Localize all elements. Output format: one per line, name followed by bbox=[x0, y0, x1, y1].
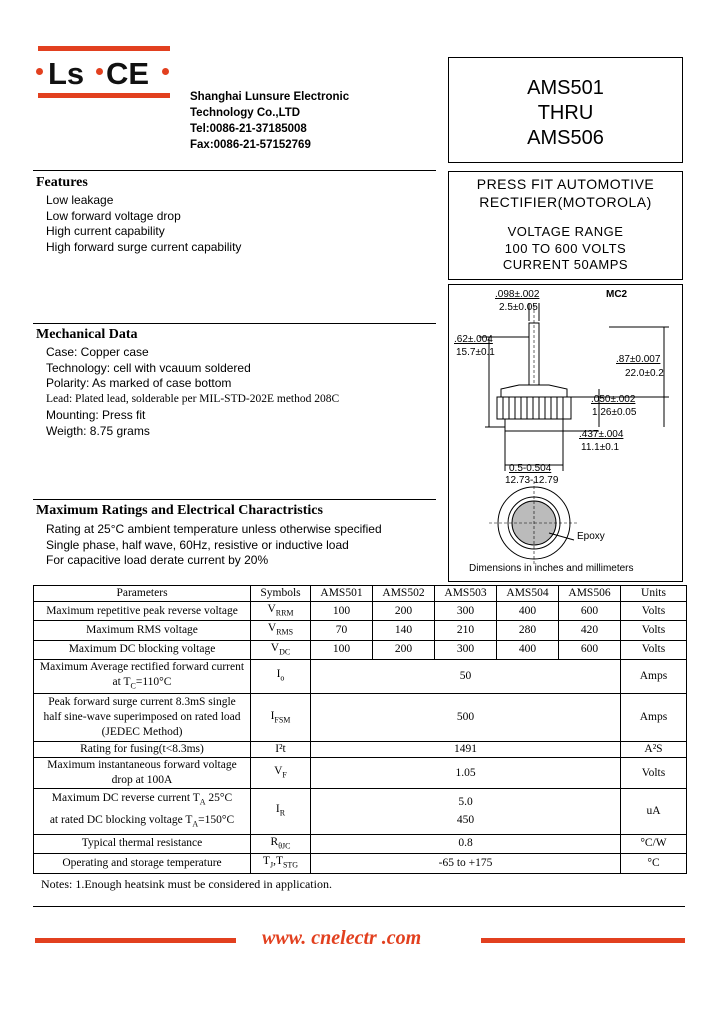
param-line bbox=[36, 811, 248, 833]
symbol-sub: RRM bbox=[275, 608, 294, 618]
unit-cell: Volts bbox=[621, 602, 687, 621]
param-text: Maximum DC reverse current T bbox=[51, 792, 200, 805]
value-cell: 140 bbox=[373, 621, 435, 640]
param-cell: Rating for fusing(t<8.3ms) bbox=[34, 742, 251, 758]
divider-notes bbox=[33, 906, 685, 907]
param-cell: Maximum repetitive peak reverse voltage bbox=[34, 602, 251, 621]
value-cell: 600 bbox=[559, 602, 621, 621]
company-tel: Tel:0086-21-37185008 bbox=[190, 123, 307, 135]
value-cell: 400 bbox=[497, 602, 559, 621]
param-line: (JEDEC Method) bbox=[101, 726, 183, 739]
dim-len-mm: 15.7±0.1 bbox=[456, 347, 495, 358]
symbol-main: ,T bbox=[273, 855, 283, 868]
unit-cell: Volts bbox=[621, 758, 687, 789]
company-fax: Fax:0086-21-57152769 bbox=[190, 139, 311, 151]
table-row bbox=[34, 602, 687, 621]
param-line: Maximum instantaneous forward voltage bbox=[47, 759, 237, 772]
dim-w-mm: 12.73-12.79 bbox=[505, 475, 559, 486]
mechanical-heading: Mechanical Data bbox=[36, 327, 138, 342]
dim-od-mm: 22.0±0.2 bbox=[625, 368, 664, 379]
features-list bbox=[46, 193, 241, 256]
unit-cell: °C bbox=[621, 854, 687, 874]
param-sub: A bbox=[192, 819, 199, 829]
mechanical-item: Case: Copper case bbox=[46, 345, 149, 359]
dim-lead-in: .098±.002 bbox=[495, 289, 540, 300]
symbol-sub: FSM bbox=[274, 714, 291, 724]
table-row bbox=[34, 758, 687, 789]
symbol-sub: o bbox=[280, 673, 285, 683]
unit-cell: Amps bbox=[621, 694, 687, 742]
symbol-main: V bbox=[270, 641, 280, 654]
param-line bbox=[36, 675, 248, 693]
symbol-sub: DC bbox=[279, 646, 291, 656]
param-cell: Maximum DC blocking voltage bbox=[34, 640, 251, 659]
dim-h-in: .050±.002 bbox=[591, 394, 636, 405]
unit-cell: Volts bbox=[621, 640, 687, 659]
title-line-3: AMS506 bbox=[527, 127, 604, 149]
value-cell bbox=[311, 789, 621, 835]
param-cell: Operating and storage temperature bbox=[34, 854, 251, 874]
param-sub: A bbox=[199, 797, 206, 807]
ratings-heading: Maximum Ratings and Electrical Charactristics bbox=[36, 503, 323, 518]
header-cell: Parameters bbox=[34, 586, 251, 602]
value-cell: 50 bbox=[311, 659, 621, 693]
value-cell: 600 bbox=[559, 640, 621, 659]
desc-line-5: CURRENT 50AMPS bbox=[502, 257, 629, 272]
ratings-table bbox=[33, 585, 687, 874]
symbol-main: I bbox=[270, 709, 275, 722]
value-cell: 500 bbox=[311, 694, 621, 742]
company-name: Shanghai Lunsure Electronic bbox=[190, 91, 350, 103]
dim-len-in: .62±.004 bbox=[454, 334, 493, 345]
symbol-sub: RMS bbox=[276, 627, 294, 637]
value-cell: 1491 bbox=[311, 742, 621, 758]
package-drawing bbox=[449, 285, 682, 581]
symbol-main: I bbox=[276, 668, 281, 681]
logo-text-left: Ls bbox=[48, 56, 85, 91]
table-row bbox=[34, 659, 687, 693]
param-cell: Maximum RMS voltage bbox=[34, 621, 251, 640]
value-cell: 1.05 bbox=[311, 758, 621, 789]
table-row bbox=[34, 742, 687, 758]
symbol-cell bbox=[251, 854, 311, 874]
dim-w-in: 0.5-0.504 bbox=[509, 463, 552, 474]
header-cell: AMS504 bbox=[497, 586, 559, 602]
value-cell: 210 bbox=[435, 621, 497, 640]
param-line: Peak forward surge current 8.3mS single bbox=[48, 696, 236, 709]
dim-h-mm: 1.26±0.05 bbox=[592, 407, 637, 418]
table-row bbox=[34, 621, 687, 640]
symbol-cell bbox=[251, 621, 311, 640]
logo-bottom-bar bbox=[38, 93, 170, 98]
param-line: half sine-wave superimposed on rated load bbox=[43, 711, 241, 724]
param-cell bbox=[34, 694, 251, 742]
diagram-caption: Dimensions in inches and millimeters bbox=[469, 563, 634, 574]
value-cell: 100 bbox=[311, 602, 373, 621]
dim-od-in: .87±0.007 bbox=[616, 354, 661, 365]
value-cell: 100 bbox=[311, 640, 373, 659]
value-cell: 300 bbox=[435, 602, 497, 621]
logo-dot-left bbox=[36, 68, 43, 75]
value-cell: 70 bbox=[311, 621, 373, 640]
symbol-sub: R bbox=[279, 808, 286, 818]
table-header-row bbox=[34, 586, 687, 602]
logo-top-bar bbox=[38, 46, 170, 51]
symbol-main: T bbox=[262, 855, 270, 868]
value-cell: 400 bbox=[497, 640, 559, 659]
features-heading: Features bbox=[36, 175, 88, 190]
epoxy-label: Epoxy bbox=[577, 531, 605, 542]
value-cell: 280 bbox=[497, 621, 559, 640]
description-box bbox=[448, 171, 683, 280]
value-line: 450 bbox=[456, 814, 475, 827]
param-line: drop at 100A bbox=[111, 774, 173, 787]
desc-line-3: VOLTAGE RANGE bbox=[507, 224, 624, 239]
param-cell bbox=[34, 758, 251, 789]
desc-line-2: RECTIFIER(MOTOROLA) bbox=[479, 194, 652, 210]
param-text: =150°C bbox=[198, 814, 235, 827]
header-cell: Units bbox=[621, 586, 687, 602]
symbol-main: V bbox=[267, 622, 277, 635]
unit-cell: uA bbox=[621, 789, 687, 835]
title-line-1: AMS501 bbox=[527, 77, 604, 99]
value-cell: 420 bbox=[559, 621, 621, 640]
symbol-cell bbox=[251, 694, 311, 742]
table-row bbox=[34, 854, 687, 874]
divider-mechanical bbox=[33, 323, 436, 324]
header-cell: AMS506 bbox=[559, 586, 621, 602]
symbol-main: V bbox=[267, 603, 276, 615]
symbol-main: R bbox=[270, 835, 279, 848]
table-row bbox=[34, 789, 687, 835]
symbol-sub: θJC bbox=[278, 841, 291, 851]
mechanical-item: Weigth: 8.75 grams bbox=[46, 423, 150, 438]
footer-line-right bbox=[481, 938, 685, 943]
symbol-cell bbox=[251, 758, 311, 789]
param-text: at T bbox=[112, 675, 131, 688]
unit-cell: Amps bbox=[621, 659, 687, 693]
logo-text-right: CE bbox=[106, 56, 150, 91]
dim-lead-mm: 2.5±0.05 bbox=[499, 302, 538, 313]
divider-ratings bbox=[33, 499, 436, 500]
rating-item: Single phase, half wave, 60Hz, resistive or inductive load bbox=[46, 537, 349, 552]
unit-cell: Volts bbox=[621, 621, 687, 640]
dim-base-in: .437±.004 bbox=[579, 429, 624, 440]
symbol-cell bbox=[251, 834, 311, 853]
value-cell: 0.8 bbox=[311, 834, 621, 853]
symbol-sub: F bbox=[282, 770, 287, 780]
symbol-cell: I²t bbox=[251, 742, 311, 758]
footer-website[interactable]: www. cnelectr .com bbox=[262, 927, 422, 949]
header-cell: AMS501 bbox=[311, 586, 373, 602]
symbol-main: V bbox=[274, 765, 283, 778]
dim-base-mm: 11.1±0.1 bbox=[581, 442, 620, 453]
symbol-cell bbox=[251, 659, 311, 693]
table-row bbox=[34, 694, 687, 742]
param-cell bbox=[34, 789, 251, 835]
value-cell: 200 bbox=[373, 640, 435, 659]
param-sub: C bbox=[130, 681, 136, 691]
rating-item: Rating at 25°C ambient temperature unless otherwise specified bbox=[46, 522, 382, 536]
divider-features bbox=[33, 170, 436, 171]
feature-item: High forward surge current capability bbox=[46, 240, 242, 255]
param-line bbox=[36, 789, 248, 811]
company-info bbox=[190, 89, 349, 153]
value-cell: 200 bbox=[373, 602, 435, 621]
value-cell: -65 to +175 bbox=[311, 854, 621, 874]
rating-item: For capacitive load derate current by 20% bbox=[46, 553, 269, 568]
feature-item: Low leakage bbox=[46, 193, 114, 207]
mechanical-item: Polarity: As marked of case bottom bbox=[46, 376, 232, 391]
logo-dot-right bbox=[162, 68, 169, 75]
feature-item: High current capability bbox=[46, 224, 165, 239]
symbol-cell bbox=[251, 602, 311, 621]
package-diagram bbox=[448, 284, 683, 582]
symbol-cell bbox=[251, 789, 311, 835]
unit-cell: °C/W bbox=[621, 834, 687, 853]
logo-dot-mid bbox=[96, 68, 103, 75]
mechanical-item: Technology: cell with vcauum soldered bbox=[46, 360, 251, 375]
feature-item: Low forward voltage drop bbox=[46, 208, 181, 223]
mechanical-list bbox=[46, 345, 339, 439]
header-cell: AMS502 bbox=[373, 586, 435, 602]
ratings-list bbox=[46, 522, 382, 569]
part-number-box bbox=[448, 57, 683, 163]
table-row bbox=[34, 640, 687, 659]
mechanical-item: Mounting: Press fit bbox=[46, 407, 146, 422]
symbol-main: I bbox=[275, 803, 280, 816]
mechanical-item: Lead: Plated lead, solderable per MIL-STD-202E method 208C bbox=[46, 393, 340, 406]
param-cell bbox=[34, 659, 251, 693]
param-text: 25°C bbox=[205, 792, 233, 805]
header-cell: Symbols bbox=[251, 586, 311, 602]
value-cell: 300 bbox=[435, 640, 497, 659]
desc-line-4: 100 TO 600 VOLTS bbox=[504, 241, 627, 256]
param-text: =110°C bbox=[135, 675, 172, 688]
table-row bbox=[34, 834, 687, 853]
header-cell: AMS503 bbox=[435, 586, 497, 602]
notes: Notes: 1.Enough heatsink must be considered in application. bbox=[41, 877, 332, 891]
footer-line-left bbox=[35, 938, 236, 943]
title-line-2: THRU bbox=[537, 102, 594, 124]
company-name-2: Technology Co.,LTD bbox=[190, 107, 301, 119]
symbol-sub: STG bbox=[282, 860, 299, 870]
symbol-sub: J bbox=[269, 860, 274, 870]
param-cell: Typical thermal resistance bbox=[34, 834, 251, 853]
desc-line-1: PRESS FIT AUTOMOTIVE bbox=[476, 176, 655, 192]
value-line: 5.0 bbox=[458, 796, 473, 809]
unit-cell: A²S bbox=[621, 742, 687, 758]
param-line: Maximum Average rectified forward current bbox=[39, 660, 245, 673]
package-label: MC2 bbox=[606, 289, 628, 300]
param-text: at rated DC blocking voltage T bbox=[49, 814, 193, 827]
symbol-cell bbox=[251, 640, 311, 659]
